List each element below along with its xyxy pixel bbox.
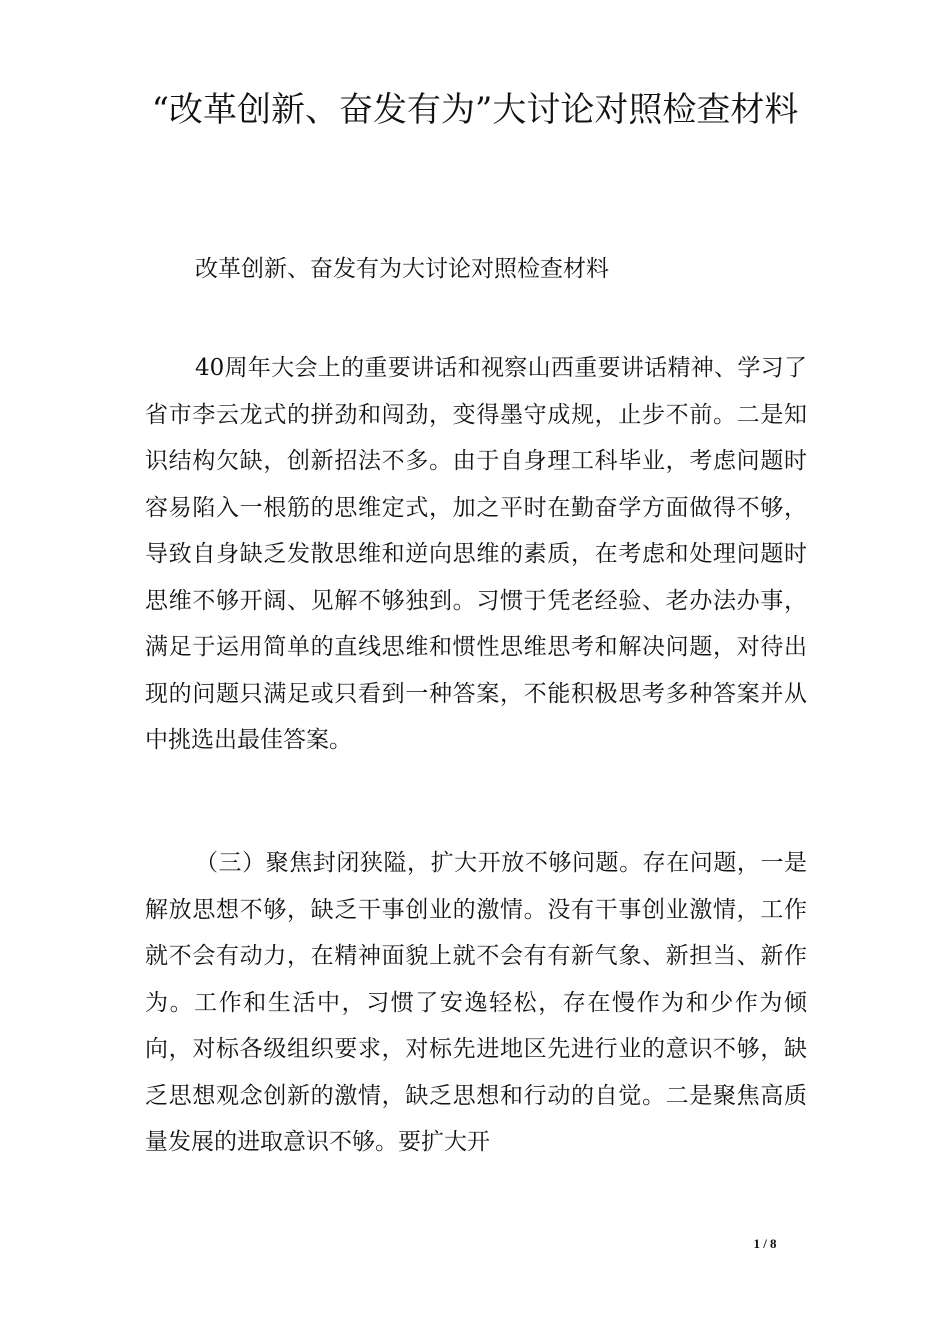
paragraph-body-1: 40周年大会上的重要讲话和视察山西重要讲话精神、学习了省市李云龙式的拼劲和闯劲，变得墨守成规，止步不前。二是知识结构欠缺，创新招法不多。由于自身理工科毕业，考虑问题时容易陷入一根筋的思维定式，加之平时在勤奋学方面做得不够，导致自身缺乏发散思维和逆向思维的素质，在考虑和处理问题时思维不够开阔、见解不够独到。习惯于凭老经验、老办法办事，满足于运用简单的直线思维和惯性思维思考和解决问题，对待出现的问题只满足或只看到一种答案，不能积极思考多种答案并从中挑选出最佳答案。 (145, 355, 807, 753)
document-title: “改革创新、奋发有为”大讨论对照检查材料 (151, 90, 799, 130)
paragraph-subtitle: 改革创新、奋发有为大讨论对照检查材料 (195, 256, 609, 282)
page-number: 1 / 8 (753, 1236, 777, 1251)
paragraph-body-2: （三）聚焦封闭狭隘，扩大开放不够问题。存在问题，一是解放思想不够，缺乏干事创业的激情。没有干事创业激情，工作就不会有动力，在精神面貌上就不会有有新气象、新担当、新作为。工作和生活中，习惯了安逸轻松，存在慢作为和少作为倾向，对标各级组织要求，对标先进地区先进行业的意识不够，缺乏思想观念创新的激情，缺乏思想和行动的自觉。二是聚焦高质量发展的进取意识不够。要扩大开 (145, 850, 807, 1155)
